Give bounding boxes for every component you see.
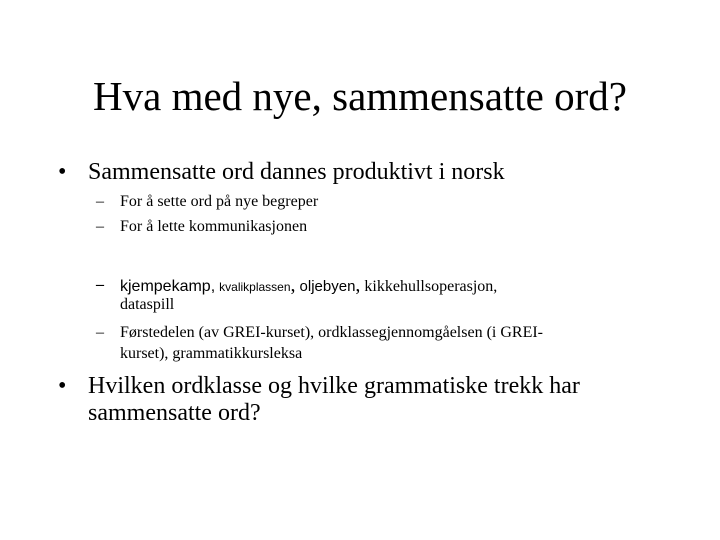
more-examples-line-2: kurset), grammatikkursleksa: [120, 345, 303, 362]
slide-title: Hva med nye, sammensatte ord?: [93, 73, 627, 119]
example-word-kvalikplassen: kvalikplassen: [219, 280, 291, 294]
examples-line-1: [120, 276, 660, 296]
example-word-oljebyen: oljebyen: [299, 278, 356, 295]
dash-marker: –: [96, 218, 104, 235]
example-comma: ,: [355, 274, 361, 296]
dash-marker: –: [96, 193, 104, 210]
example-word-kjempekamp: kjempekamp,: [120, 278, 216, 295]
subbullet-text: For å lette kommunikasjonen: [120, 218, 308, 235]
bullet-marker: •: [58, 373, 67, 399]
dash-marker: –: [96, 324, 104, 341]
example-word-dataspill: dataspill: [120, 296, 175, 313]
more-examples-line-1: Førstedelen (av GREI-kurset), ordklassegjennomgåelsen (i GREI-: [120, 324, 543, 341]
bullet-text: Sammensatte ord dannes produktivt i norsk: [88, 159, 505, 185]
question-line-2: sammensatte ord?: [88, 400, 261, 426]
bullet-marker: •: [58, 159, 67, 185]
dash-marker: –: [96, 276, 104, 293]
question-line-1: Hvilken ordklasse og hvilke grammatiske trekk har: [88, 373, 580, 399]
example-comma: ,: [290, 274, 296, 296]
example-word-kikkehullsoperasjon: kikkehullsoperasjon,: [364, 278, 498, 295]
subbullet-text: For å sette ord på nye begreper: [120, 193, 319, 210]
